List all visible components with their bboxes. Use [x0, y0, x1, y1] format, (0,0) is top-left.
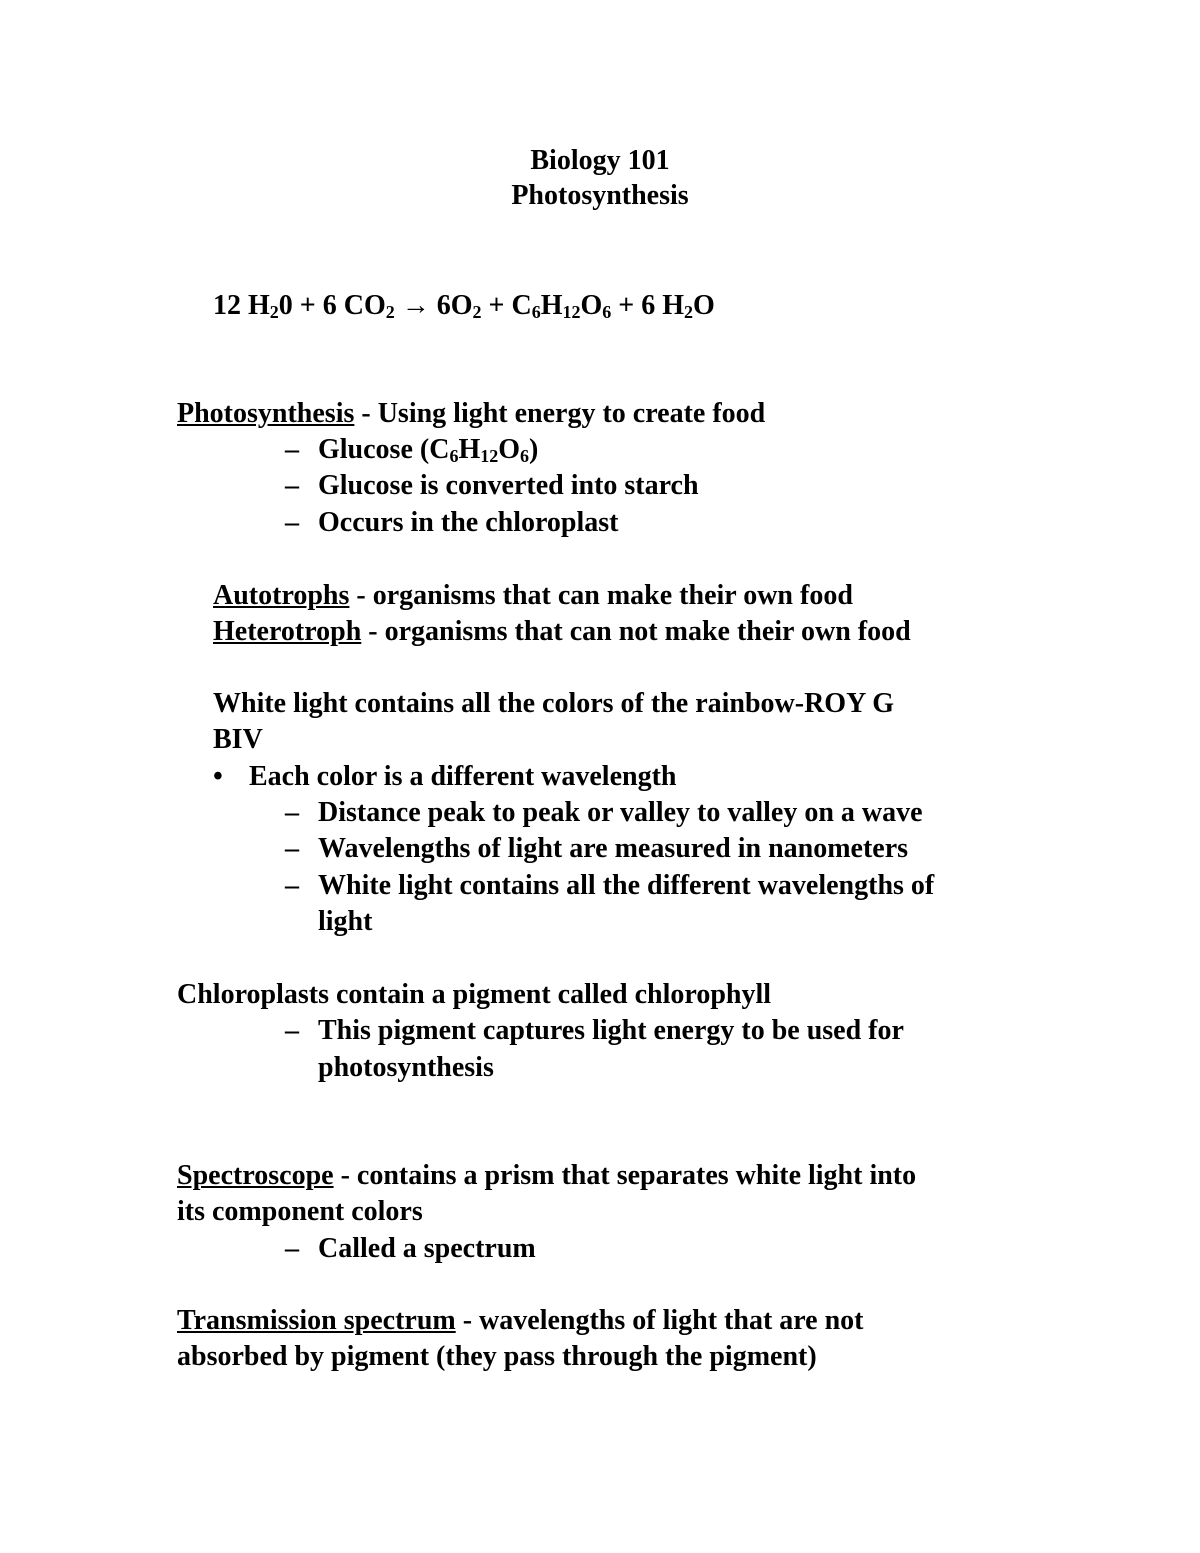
transmission-term: Transmission spectrum: [177, 1305, 456, 1336]
transmission-line-2: absorbed by pigment (they pass through the pigment): [177, 1341, 817, 1372]
spectroscope-definition: Spectroscope - contains a prism that separates white light into: [177, 1160, 917, 1191]
course-title: Biology 101: [530, 145, 670, 176]
transmission-definition: Transmission spectrum - wavelengths of light that are not: [177, 1305, 864, 1336]
topic-title: Photosynthesis: [511, 180, 689, 211]
photosynthesis-term: Photosynthesis: [177, 398, 355, 429]
heterotroph-term: Heterotroph: [213, 616, 362, 647]
chloroplasts-line: Chloroplasts contain a pigment called chlorophyll: [177, 979, 772, 1010]
list-item-continuation: light: [318, 906, 373, 937]
spectroscope-term: Spectroscope: [177, 1160, 334, 1191]
list-item-continuation: photosynthesis: [318, 1052, 494, 1083]
white-light-line-2: BIV: [213, 724, 263, 755]
photosynthesis-equation: 12 $H_20 + 6$ $CO_2 \to 6O_2 + C_6H_{12}O_6 + 6$ $H_2O$: [213, 290, 715, 322]
bullet-icon: •: [213, 761, 223, 792]
autotrophs-definition: Autotrophs - organisms that can make their own food: [213, 580, 853, 611]
autotrophs-term: Autotrophs: [213, 580, 350, 611]
document-page: Biology 101 Photosynthesis 12 $H_20 + 6$ $CO_2 \to 6O_2 + C_6H_{12}O_6 + 6$ $H_2O$ Photosynthesis - Using light energy to create food – Glucose $(C_6H_{12}O_6)$ – Glucose is converted into starch – Occurs in the chloroplast Autotrophs - organisms that can make their own food Heterotroph - organisms that can not make their own food White light contains all the colors of the rainbow-ROY G BIV • Each color is a different wavelength – Distance peak to peak or valley to valley on a wave – Wavelengths of light are measured in nanometers – White light contains all the different wavelengths of light Chloroplasts contain a pigment called chlorophyll – This pigment captures light energy to be used for photosynthesis Spectroscope - contains a prism that separates white light into its component colors – Called a spectrum Transmission spectrum - wavelengths of light that are not absorbed by pigment (they pass through the pigment): [0, 0, 1200, 1553]
photosynthesis-definition: Photosynthesis - Using light energy to create food: [177, 398, 766, 429]
white-light-line-1: White light contains all the colors of the rainbow-ROY G: [213, 688, 895, 719]
heterotroph-definition: Heterotroph - organisms that can not make their own food: [213, 616, 911, 647]
spectroscope-line-2: its component colors: [177, 1196, 423, 1227]
